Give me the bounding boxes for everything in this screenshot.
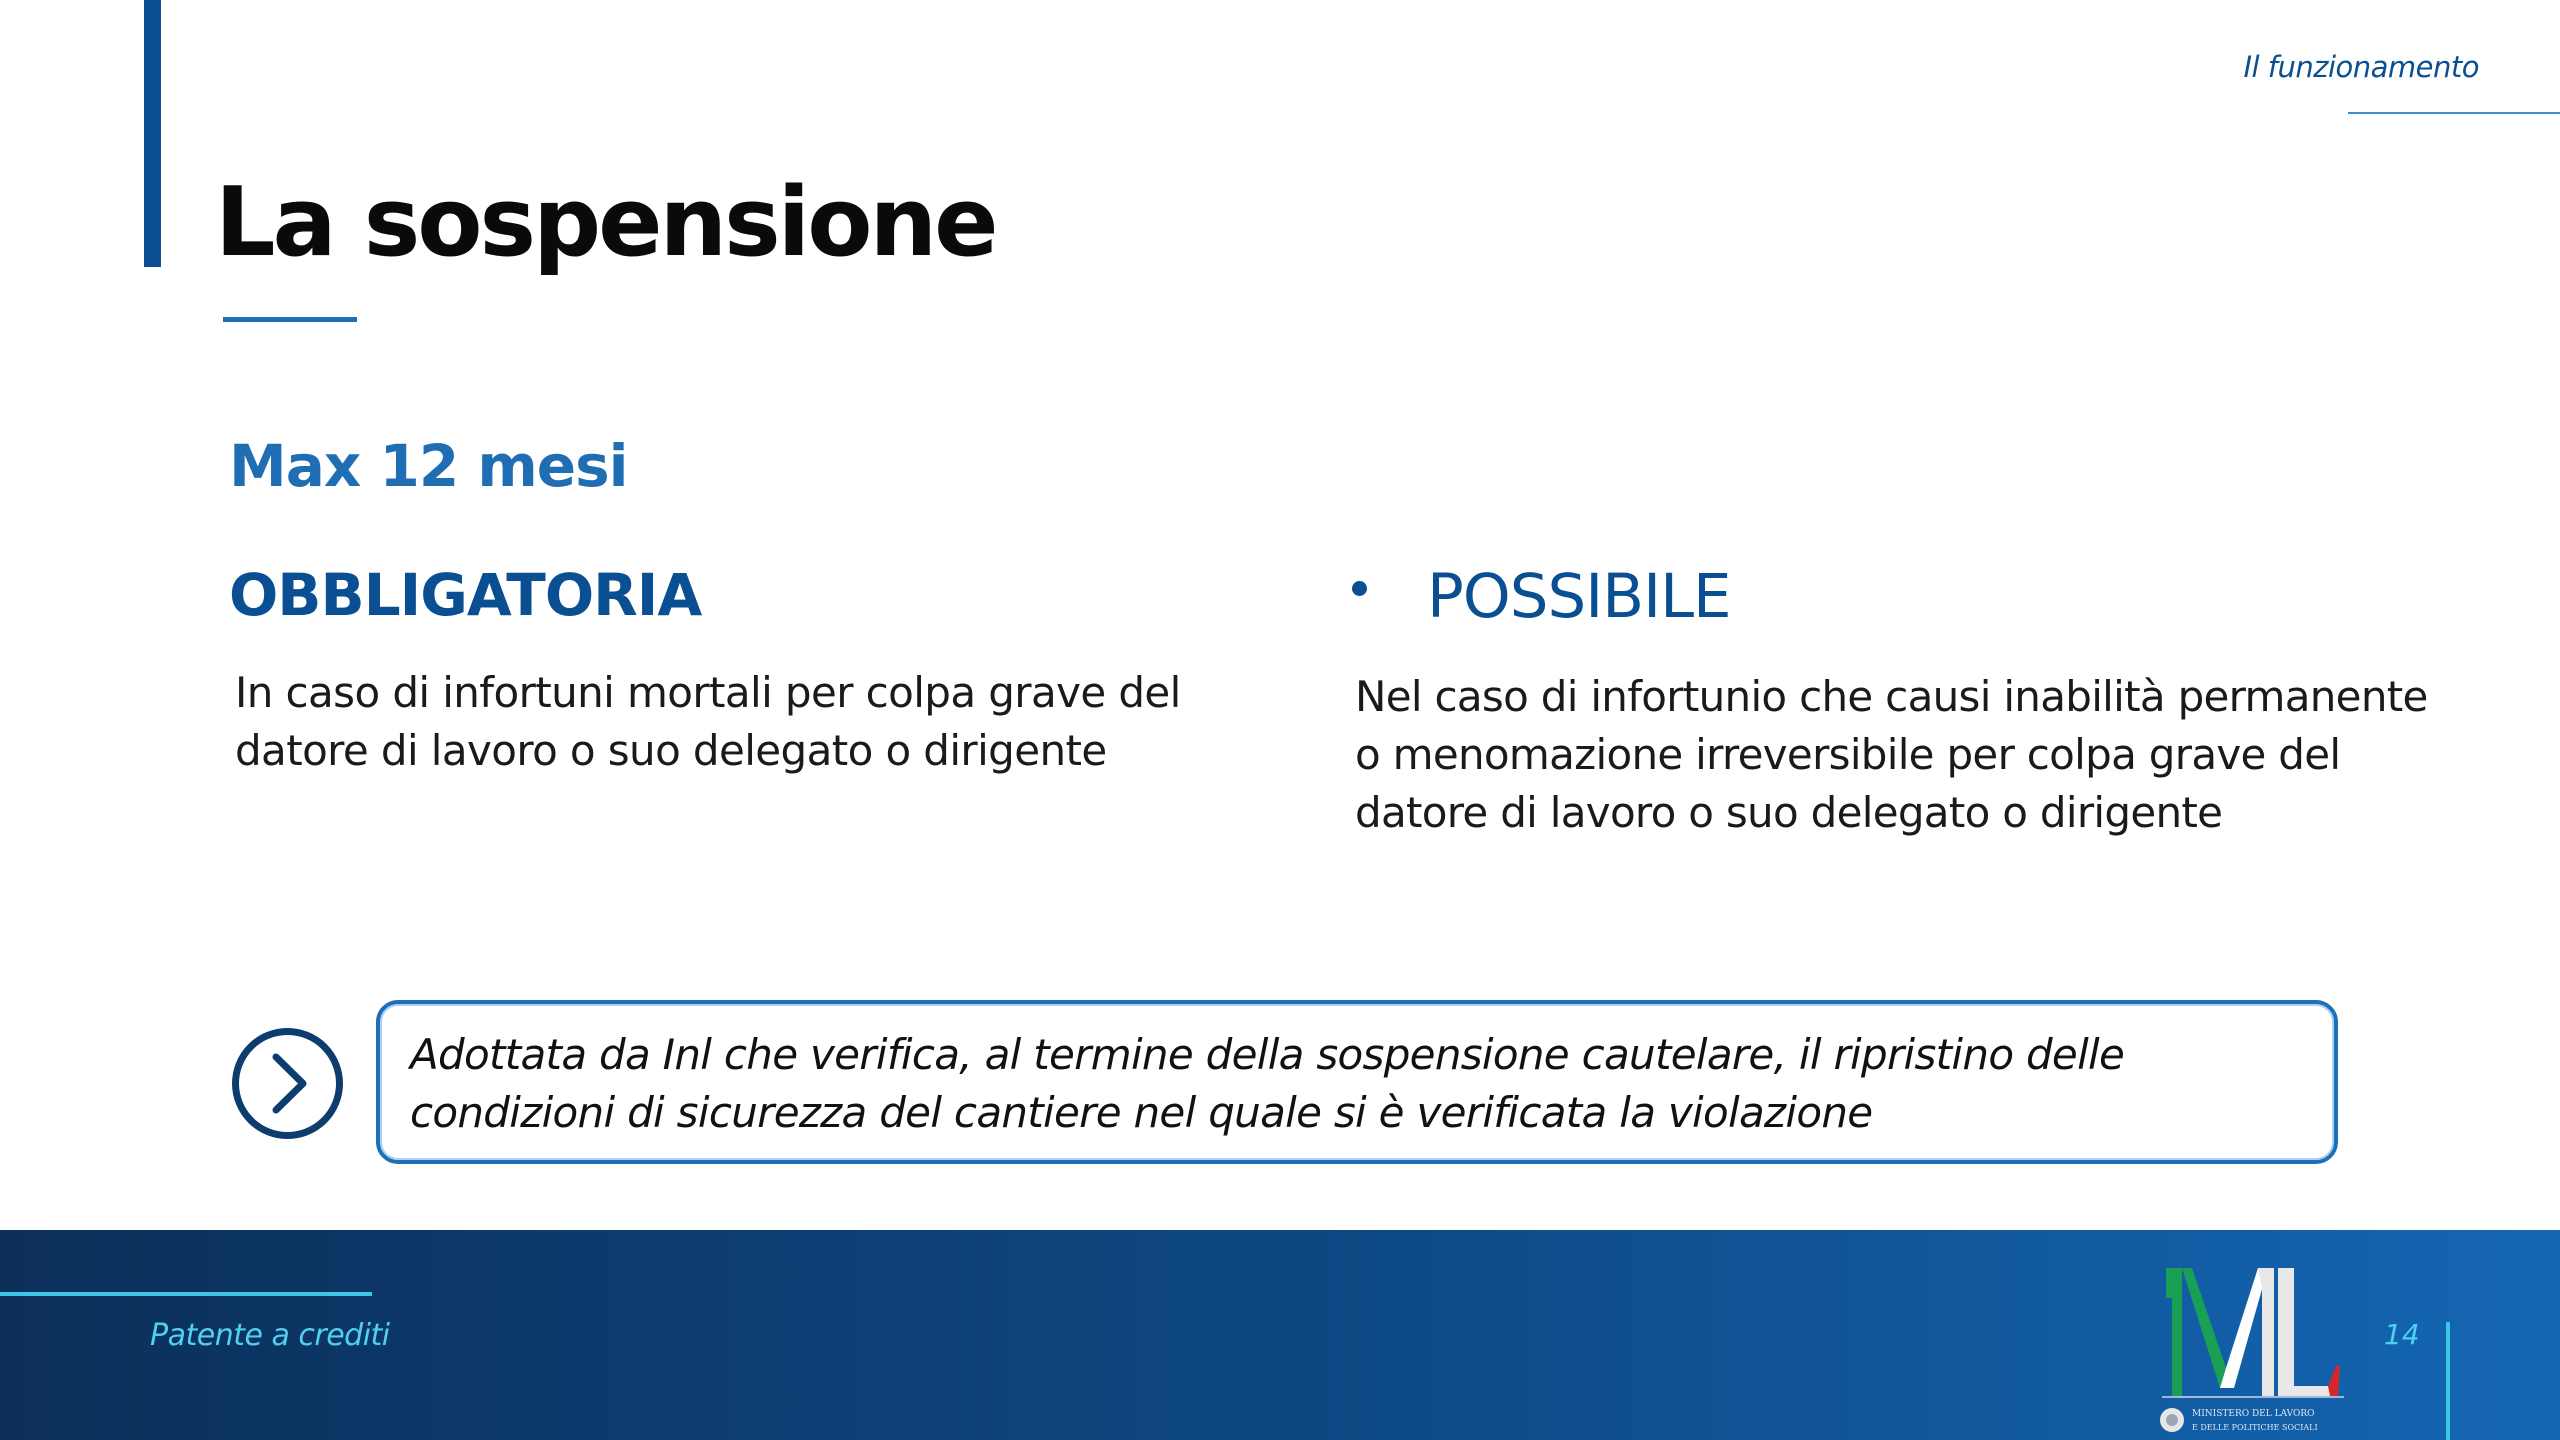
bullet-icon [1352, 581, 1367, 596]
footer-accent-line [0, 1292, 372, 1296]
left-column-heading: OBBLIGATORIA [229, 561, 702, 629]
left-column-text: In caso di infortuni mortali per colpa grave del datore di lavoro o suo delegato o dirigente [235, 668, 1181, 775]
note-box [376, 1000, 2338, 1164]
logo-text-line2: E DELLE POLITICHE SOCIALI [2192, 1423, 2318, 1432]
right-column-heading: POSSIBILE [1427, 561, 1731, 632]
title-underline [223, 317, 357, 322]
section-label: Il funzionamento [2243, 50, 2479, 84]
footer [0, 1230, 2560, 1440]
page-title: La sospensione [215, 168, 996, 278]
duration-label: Max 12 mesi [229, 432, 628, 500]
logo-text-line1: MINISTERO DEL LAVORO [2192, 1409, 2315, 1419]
section-underline [2348, 112, 2560, 114]
ministry-logo [2158, 1258, 2354, 1440]
right-column-text: Nel caso di infortunio che causi inabilità permanente o menomazione irreversibile per colpa grave del datore di lavoro o suo delegato o dirigente [1355, 672, 2428, 837]
left-accent-bar [144, 0, 161, 267]
page-number: 14 [2384, 1318, 2420, 1351]
chevron-right-circle-icon [231, 1027, 344, 1140]
page-number-rule [2446, 1322, 2450, 1440]
footer-label: Patente a crediti [150, 1318, 390, 1353]
note-text: Adottata da Inl che verifica, al termine della sospensione cautelare, il ripristino delle condizioni di sicurezza del cantiere nel quale si è verificata la violazione [410, 1030, 2125, 1137]
